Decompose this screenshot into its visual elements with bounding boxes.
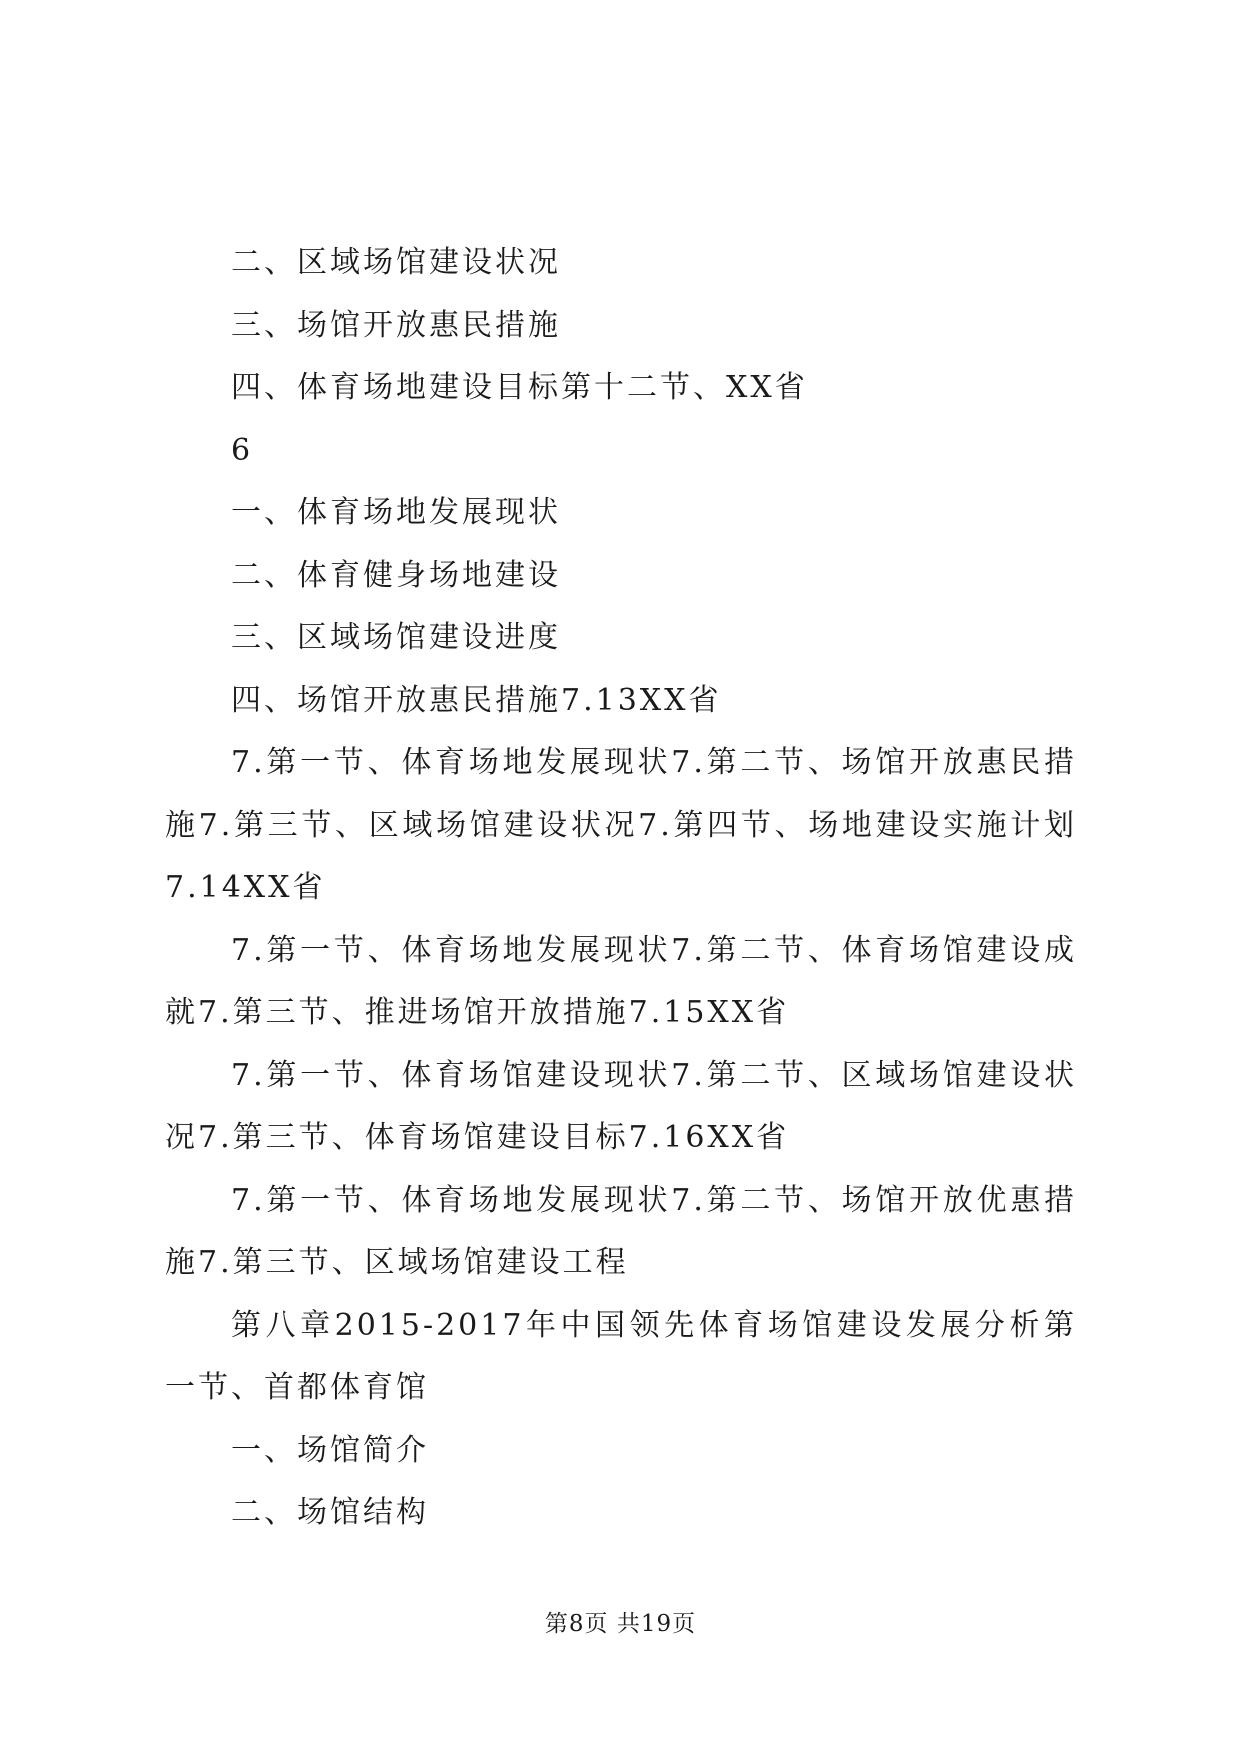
- paragraph: 三、区域场馆建设进度: [231, 620, 561, 655]
- document-body: [165, 232, 1077, 1545]
- paragraph: 6: [231, 432, 254, 468]
- paragraph: 二、场馆结构: [231, 1495, 429, 1530]
- paragraph: 三、场馆开放惠民措施: [231, 307, 561, 343]
- paragraph: 二、区域场馆建设状况: [231, 245, 561, 280]
- paragraph: 7.第一节、体育场地发展现状7.第二节、场馆开放优惠措施7.第三节、区域场馆建设工程: [165, 1182, 1077, 1280]
- paragraph: 7.第一节、体育场地发展现状7.第二节、场馆开放惠民措施7.第三节、区域场馆建设状况7.第四节、场地建设实施计划7.14XX省: [165, 745, 1077, 905]
- page-footer: [0, 1605, 1241, 1638]
- paragraph: 一、体育场地发展现状: [231, 495, 561, 530]
- paragraph: 一、场馆简介: [231, 1432, 429, 1468]
- paragraph: 7.第一节、体育场地发展现状7.第二节、体育场馆建设成就7.第三节、推进场馆开放措施7.15XX省: [165, 932, 1077, 1030]
- paragraph: 7.第一节、体育场馆建设现状7.第二节、区域场馆建设状况7.第三节、体育场馆建设目标7.16XX省: [165, 1057, 1077, 1155]
- paragraph: 四、场馆开放惠民措施7.13XX省: [231, 682, 722, 718]
- paragraph: 第八章2015-2017年中国领先体育场馆建设发展分析第一节、首都体育馆: [165, 1307, 1077, 1405]
- paragraph: 二、体育健身场地建设: [231, 557, 561, 593]
- paragraph: 四、体育场地建设目标第十二节、XX省: [231, 370, 808, 405]
- page-number-label: 第8页 共19页: [544, 1611, 697, 1637]
